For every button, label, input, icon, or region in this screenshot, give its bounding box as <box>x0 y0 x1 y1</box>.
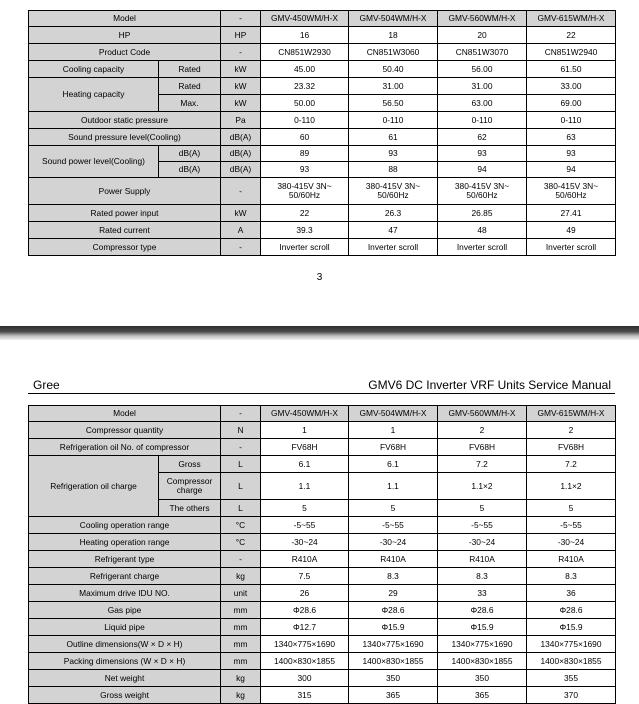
value-cell: 1.1×2 <box>527 473 616 500</box>
value-cell: 88 <box>349 162 438 178</box>
unit-cell: °C <box>221 534 261 551</box>
value-cell: Inverter scroll <box>527 239 616 256</box>
sub-label: dB(A) <box>159 146 221 162</box>
row-label: Sound pressure level(Cooling) <box>29 129 221 146</box>
table-row <box>29 422 616 439</box>
table-row <box>29 205 616 222</box>
model-560-header: GMV-560WM/H-X <box>438 406 527 422</box>
row-label: Outline dimensions(W × D × H) <box>29 636 221 653</box>
value-cell: 7.5 <box>261 568 349 585</box>
unit-cell: L <box>221 473 261 500</box>
unit-cell: kg <box>221 568 261 585</box>
value-cell: 61 <box>349 129 438 146</box>
value-cell: Φ28.6 <box>438 602 527 619</box>
unit-header: - <box>221 11 261 27</box>
value-cell: R410A <box>261 551 349 568</box>
value-cell: 29 <box>349 585 438 602</box>
row-label: Refrigeration oil charge <box>29 456 159 517</box>
sub-label: Rated <box>159 78 221 95</box>
value-cell: 0-110 <box>527 112 616 129</box>
value-cell: CN851W3070 <box>438 44 527 61</box>
value-cell: 0-110 <box>261 112 349 129</box>
value-cell: 16 <box>261 27 349 44</box>
table-row <box>29 517 616 534</box>
value-cell: 1400×830×1855 <box>261 653 349 670</box>
table-row <box>29 78 616 95</box>
sub-label: Max. <box>159 95 221 112</box>
value-cell: 31.00 <box>438 78 527 95</box>
value-cell: 62 <box>438 129 527 146</box>
value-cell: Φ28.6 <box>349 602 438 619</box>
table-row <box>29 551 616 568</box>
value-cell: 1 <box>349 422 438 439</box>
table-row <box>29 653 616 670</box>
unit-cell: kW <box>221 205 261 222</box>
model-450-header: GMV-450WM/H-X <box>261 11 349 27</box>
value-cell: -5~55 <box>527 517 616 534</box>
unit-cell: kg <box>221 687 261 704</box>
value-cell: 18 <box>349 27 438 44</box>
value-cell: 5 <box>349 500 438 517</box>
unit-cell: - <box>221 551 261 568</box>
unit-cell: - <box>221 178 261 205</box>
table-row <box>29 687 616 704</box>
value-cell: 0-110 <box>349 112 438 129</box>
value-cell: 26 <box>261 585 349 602</box>
value-cell: FV68H <box>438 439 527 456</box>
value-cell: Inverter scroll <box>349 239 438 256</box>
table-row <box>29 534 616 551</box>
sub-label: Compressor charge <box>159 473 221 500</box>
table-row <box>29 439 616 456</box>
value-cell: 365 <box>438 687 527 704</box>
table-row <box>29 27 616 44</box>
value-cell: R410A <box>527 551 616 568</box>
value-cell: Inverter scroll <box>261 239 349 256</box>
unit-cell: N <box>221 422 261 439</box>
value-cell: FV68H <box>261 439 349 456</box>
value-cell: 2 <box>527 422 616 439</box>
value-cell: 27.41 <box>527 205 616 222</box>
unit-cell: mm <box>221 636 261 653</box>
value-cell: 370 <box>527 687 616 704</box>
row-label: Gas pipe <box>29 602 221 619</box>
value-cell: 0-110 <box>438 112 527 129</box>
value-cell: 8.3 <box>349 568 438 585</box>
value-cell: FV68H <box>349 439 438 456</box>
value-cell: 33.00 <box>527 78 616 95</box>
table-row <box>29 568 616 585</box>
row-label: Power Supply <box>29 178 221 205</box>
unit-cell: kW <box>221 78 261 95</box>
table-row <box>29 585 616 602</box>
value-cell: 7.2 <box>527 456 616 473</box>
value-cell: Inverter scroll <box>438 239 527 256</box>
value-cell: 350 <box>349 670 438 687</box>
model-560-header: GMV-560WM/H-X <box>438 11 527 27</box>
unit-cell: HP <box>221 27 261 44</box>
row-label: Rated current <box>29 222 221 239</box>
value-cell: -5~55 <box>438 517 527 534</box>
value-cell: 1.1 <box>261 473 349 500</box>
row-label: Compressor quantity <box>29 422 221 439</box>
value-cell: 45.00 <box>261 61 349 78</box>
value-cell: 7.2 <box>438 456 527 473</box>
value-cell: 8.3 <box>438 568 527 585</box>
value-cell: 1340×775×1690 <box>527 636 616 653</box>
value-cell: 93 <box>527 146 616 162</box>
value-cell: -5~55 <box>261 517 349 534</box>
row-label: Maximum drive IDU NO. <box>29 585 221 602</box>
value-cell: 89 <box>261 146 349 162</box>
row-label: Outdoor static pressure <box>29 112 221 129</box>
row-label: Product Code <box>29 44 221 61</box>
value-cell: 56.50 <box>349 95 438 112</box>
sub-label: Gross <box>159 456 221 473</box>
value-cell: -30~24 <box>261 534 349 551</box>
table-row <box>29 129 616 146</box>
value-cell: Φ12.7 <box>261 619 349 636</box>
table-row <box>29 670 616 687</box>
value-cell: Φ28.6 <box>261 602 349 619</box>
header-rule <box>28 393 615 394</box>
unit-cell: - <box>221 439 261 456</box>
value-cell: 93 <box>349 146 438 162</box>
row-label: Compressor type <box>29 239 221 256</box>
value-cell: 93 <box>438 146 527 162</box>
model-615-header: GMV-615WM/H-X <box>527 11 616 27</box>
model-header: Model <box>29 11 221 27</box>
value-cell: Φ15.9 <box>349 619 438 636</box>
value-cell: 31.00 <box>349 78 438 95</box>
value-cell: 1340×775×1690 <box>438 636 527 653</box>
table-row <box>29 146 616 162</box>
sub-label: The others <box>159 500 221 517</box>
unit-cell: kW <box>221 95 261 112</box>
value-cell: 50.00 <box>261 95 349 112</box>
value-cell: 1400×830×1855 <box>438 653 527 670</box>
value-cell: 300 <box>261 670 349 687</box>
value-cell: 22 <box>261 205 349 222</box>
table-row <box>29 112 616 129</box>
model-450-header: GMV-450WM/H-X <box>261 406 349 422</box>
value-cell: CN851W3060 <box>349 44 438 61</box>
table-row <box>29 456 616 473</box>
value-cell: 26.85 <box>438 205 527 222</box>
value-cell: CN851W2930 <box>261 44 349 61</box>
row-label: Cooling operation range <box>29 517 221 534</box>
manual-title: GMV6 DC Inverter VRF Units Service Manual <box>368 378 611 392</box>
row-label: Net weight <box>29 670 221 687</box>
unit-cell: A <box>221 222 261 239</box>
value-cell: 60 <box>261 129 349 146</box>
row-label: Refrigerant charge <box>29 568 221 585</box>
unit-cell: Pa <box>221 112 261 129</box>
value-cell: 380-415V 3N~ 50/60Hz <box>349 178 438 205</box>
unit-cell: mm <box>221 653 261 670</box>
value-cell: 365 <box>349 687 438 704</box>
model-header: Model <box>29 406 221 422</box>
value-cell: 6.1 <box>261 456 349 473</box>
value-cell: 20 <box>438 27 527 44</box>
value-cell: 315 <box>261 687 349 704</box>
unit-header: - <box>221 406 261 422</box>
model-615-header: GMV-615WM/H-X <box>527 406 616 422</box>
value-cell: 380-415V 3N~ 50/60Hz <box>527 178 616 205</box>
value-cell: FV68H <box>527 439 616 456</box>
table-row <box>29 239 616 256</box>
table-row <box>29 44 616 61</box>
table-row <box>29 636 616 653</box>
table-row <box>29 178 616 205</box>
value-cell: 63.00 <box>438 95 527 112</box>
value-cell: 350 <box>438 670 527 687</box>
value-cell: 1340×775×1690 <box>349 636 438 653</box>
value-cell: 69.00 <box>527 95 616 112</box>
value-cell: R410A <box>349 551 438 568</box>
value-cell: 47 <box>349 222 438 239</box>
value-cell: -30~24 <box>527 534 616 551</box>
table-row <box>29 222 616 239</box>
value-cell: 22 <box>527 27 616 44</box>
value-cell: Φ15.9 <box>527 619 616 636</box>
value-cell: Φ28.6 <box>527 602 616 619</box>
value-cell: Φ15.9 <box>438 619 527 636</box>
sub-label: dB(A) <box>159 162 221 178</box>
unit-cell: mm <box>221 619 261 636</box>
value-cell: 93 <box>261 162 349 178</box>
value-cell: 49 <box>527 222 616 239</box>
brand-name: Gree <box>33 378 60 392</box>
model-504-header: GMV-504WM/H-X <box>349 11 438 27</box>
model-504-header: GMV-504WM/H-X <box>349 406 438 422</box>
value-cell: 1340×775×1690 <box>261 636 349 653</box>
row-label: Liquid pipe <box>29 619 221 636</box>
value-cell: 63 <box>527 129 616 146</box>
unit-cell: mm <box>221 602 261 619</box>
unit-cell: dB(A) <box>221 146 261 162</box>
unit-cell: kg <box>221 670 261 687</box>
value-cell: 2 <box>438 422 527 439</box>
value-cell: -5~55 <box>349 517 438 534</box>
value-cell: 50.40 <box>349 61 438 78</box>
value-cell: 355 <box>527 670 616 687</box>
row-label: HP <box>29 27 221 44</box>
row-label: Sound power level(Cooling) <box>29 146 159 178</box>
unit-cell: °C <box>221 517 261 534</box>
value-cell: 94 <box>527 162 616 178</box>
value-cell: 6.1 <box>349 456 438 473</box>
unit-cell: - <box>221 239 261 256</box>
header-row <box>29 11 616 27</box>
sub-label: Rated <box>159 61 221 78</box>
value-cell: 380-415V 3N~ 50/60Hz <box>261 178 349 205</box>
value-cell: 5 <box>527 500 616 517</box>
value-cell: 5 <box>438 500 527 517</box>
value-cell: 8.3 <box>527 568 616 585</box>
page-number: 3 <box>316 272 323 283</box>
spec-table-bottom <box>28 405 616 704</box>
unit-cell: unit <box>221 585 261 602</box>
value-cell: R410A <box>438 551 527 568</box>
value-cell: -30~24 <box>349 534 438 551</box>
row-label: Heating capacity <box>29 78 159 112</box>
row-label: Cooling capacity <box>29 61 159 78</box>
spec-table-top <box>28 10 616 256</box>
table-row <box>29 619 616 636</box>
unit-cell: - <box>221 44 261 61</box>
value-cell: -30~24 <box>438 534 527 551</box>
unit-cell: dB(A) <box>221 129 261 146</box>
row-label: Gross weight <box>29 687 221 704</box>
value-cell: 48 <box>438 222 527 239</box>
unit-cell: dB(A) <box>221 162 261 178</box>
value-cell: 36 <box>527 585 616 602</box>
value-cell: 1.1×2 <box>438 473 527 500</box>
value-cell: 39.3 <box>261 222 349 239</box>
header-row <box>29 406 616 422</box>
row-label: Refrigerant type <box>29 551 221 568</box>
row-label: Refrigeration oil No. of compressor <box>29 439 221 456</box>
value-cell: 61.50 <box>527 61 616 78</box>
value-cell: 1400×830×1855 <box>349 653 438 670</box>
value-cell: 26.3 <box>349 205 438 222</box>
value-cell: 5 <box>261 500 349 517</box>
page-divider <box>0 326 639 340</box>
value-cell: CN851W2940 <box>527 44 616 61</box>
unit-cell: L <box>221 500 261 517</box>
value-cell: 1400×830×1855 <box>527 653 616 670</box>
value-cell: 94 <box>438 162 527 178</box>
value-cell: 1 <box>261 422 349 439</box>
table-row <box>29 61 616 78</box>
value-cell: 23.32 <box>261 78 349 95</box>
row-label: Rated power input <box>29 205 221 222</box>
table-row <box>29 602 616 619</box>
value-cell: 380-415V 3N~ 50/60Hz <box>438 178 527 205</box>
row-label: Heating operation range <box>29 534 221 551</box>
unit-cell: kW <box>221 61 261 78</box>
value-cell: 1.1 <box>349 473 438 500</box>
unit-cell: L <box>221 456 261 473</box>
row-label: Packing dimensions (W × D × H) <box>29 653 221 670</box>
value-cell: 56.00 <box>438 61 527 78</box>
value-cell: 33 <box>438 585 527 602</box>
